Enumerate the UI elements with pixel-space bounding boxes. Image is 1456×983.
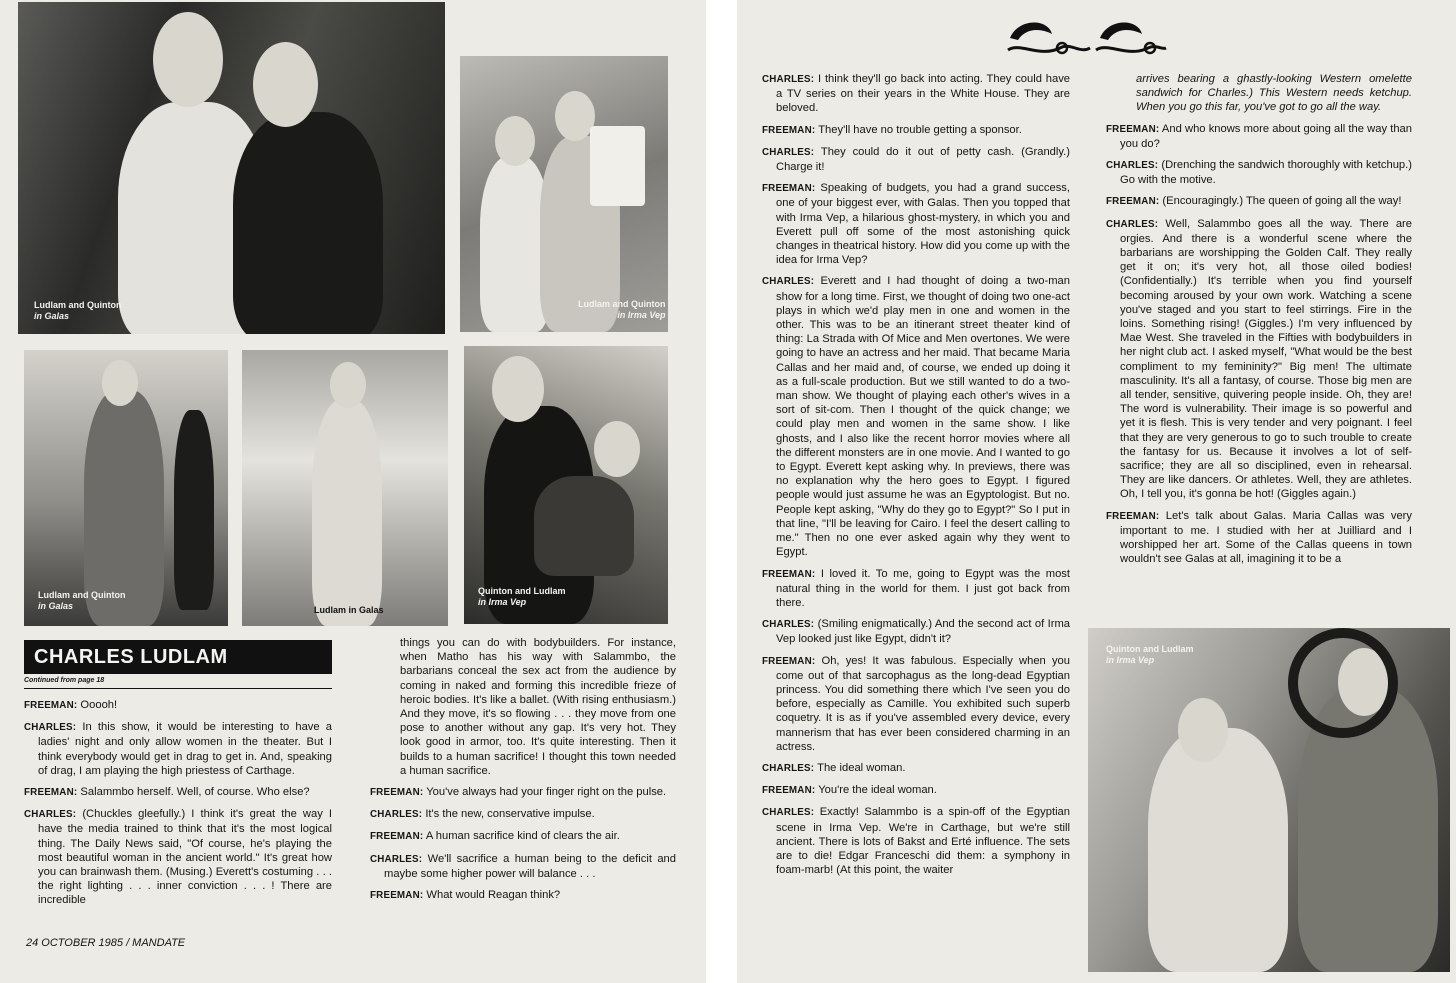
photo-caption: Quinton and Ludlam in Irma Vep (478, 586, 566, 607)
dialogue-line: FREEMAN: Ooooh! (24, 699, 118, 711)
left-column-2 (370, 636, 676, 910)
dialogue-line: arrives bearing a ghastly-looking Western omelette sandwich for Charles.) This Western needs ketchup. When you go this far, you've got to go all the way. (1136, 73, 1412, 114)
dialogue-line: FREEMAN: You've always had your finger right on the pulse. (370, 786, 667, 799)
left-column-1 (24, 698, 332, 915)
dialogue-line: CHARLES: In this show, it would be interesting to have a ladies' night and only allow women in the theater. But I think everybody would get in drag to get in. And, speaking of drag, I am playing the high priestess of Carthage. (24, 721, 333, 777)
left-page (0, 0, 706, 983)
photo-caption: Quinton and Ludlam in Irma Vep (1106, 644, 1194, 665)
dialogue-line: CHARLES: (Chuckles gleefully.) I think it's great the way I have the media trained to think that it's the most logical thing. The Daily News said, "Of course, he's playing the most beautiful woman in the ancient world." It's great how you can brainwash them. (Musing.) Everett's costuming . . . the right lighting . . . inner conviction . . . ! There are incredible (24, 808, 333, 907)
dialogue-line: CHARLES: Everett and I had thought of doing a two-man show for a long time. First, we thought of doing two one-act plays in which we'd play men in one and women in the other. This was to be an itinerant street theater kind of thing: La Strada with Of Mice and Men overtones. We were going to have an actress and her maid. That became Maria Callas and her maid and, of course, we ended up doing it as a full-scale production. But we still wanted to do a two-man show. We thought of playing each other's wives in a sort of sit-com. Then I thought of the quick change; we could play men and women in the same show. I like ghosts, and I also like the recent horror movies where all the different monsters are in one movie. And I wanted to go to Egypt. Everett kept asking why. In previews, there was no explanation why the hero goes to Egypt. I figured people would just assume he was an Egyptologist. But no. People kept asking, "Why do they go to Egypt?" So I put in that line, "I'll be leaving for Cairo. I feel the desert calling to me." Then no one ever asked again why they went to Egypt. (762, 275, 1070, 559)
dialogue-line: FREEMAN: A human sacrifice kind of clears the air. (370, 830, 620, 843)
heading-rule (24, 688, 332, 689)
dialogue-line: CHARLES: I think they'll go back into acting. They could have a TV series on their years in the White House. They are beloved. (762, 73, 1071, 115)
photo-caption: Ludlam and Quinton in Galas (38, 590, 126, 611)
dialogue-line: FREEMAN: Let's talk about Galas. Maria Callas was very important to me. I studied with her at Juilliard and I worshipped her art. Some of the Callas queens in town wouldn't see Galas at all, imagining it to be a (1106, 509, 1413, 566)
photo-irma-vep-2 (464, 346, 668, 624)
dialogue-line: CHARLES: The ideal woman. (762, 761, 906, 774)
dialogue-line: FREEMAN: And who knows more about going all the way than you do? (1106, 122, 1412, 150)
decorative-ornament-icon (1000, 14, 1170, 58)
dialogue-line: CHARLES: (Smiling enigmatically.) And the second act of Irma Vep looked just like Egypt, didn't it? (762, 618, 1070, 646)
dialogue-line: FREEMAN: They'll have no trouble getting a sponsor. (762, 123, 1022, 136)
dialogue-line: FREEMAN: You're the ideal woman. (762, 784, 937, 797)
dialogue-line: CHARLES: They could do it out of petty cash. (Grandly.) Charge it! (762, 145, 1070, 174)
right-column-1 (762, 72, 1070, 884)
photo-irma-vep-3 (1088, 628, 1450, 972)
dialogue-line: FREEMAN: Speaking of budgets, you had a grand success, one of your biggest ever, with Galas. Then you topped that with Irma Vep, a hilarious ghost-mystery, in which you and Everett pull off some of the most astonishing quick changes in theatrical history. How did you come up with the idea for Irma Vep? (762, 182, 1071, 267)
photo-irma-vep-1 (460, 56, 668, 332)
dialogue-line: CHARLES: Well, Salammbo goes all the way. There are orgies. And there is a wonderful scene where the barbarians are worshipping the Golden Calf. They really get it on; it's very hot, all those oiled bodies! (Confidentially.) It's terrible when you find yourself becoming aroused by your own work. Watching a scene you've staged and you start to feel stirrings. Fire in the loins. Something rising! (Giggles.) I'm very influenced by Mae West. She traveled in the Fifties with bodybuilders in her night club act. I asked myself, "What would be the best compliment to my femininity?" Big men! The ultimate masculinity. It's all a fantasy, of course. Those big men are all tender, sensitive, quivering people inside. Oh, they are! The word is vulnerability. Their image is so powerful and yet it is flesh. This is very tender and very poignant. I feel that they are very generous to go to such trouble to create the fantasy for us. Because it involves a lot of self-sacrifice; they are all so disciplined, even in rehearsal. They are like dancers. Or athletes. Well, they are athletes. Oh, I tell you, it's gonna be hot! (Giggles again.) (1106, 217, 1413, 501)
dialogue-line: CHARLES: Exactly! Salammbo is a spin-off of the Egyptian scene in Irma Vep. We're in Carthage, but we're still ancient. There is lots of Bakst and Erté influence. The sets are to die! Edgar Franceschi did them: a symphony in foam-marb! (At this point, the waiter (762, 806, 1071, 877)
dialogue-line: FREEMAN: Salammbo herself. Well, of course. Who else? (24, 786, 310, 799)
photo-galas-3 (242, 350, 448, 626)
dialogue-line: things you can do with bodybuilders. For instance, when Matho has his way with Salammbo, the barbarians conceal the sex act from the audience by coming in naked and forming this incredible frieze of heroic bodies. It's like a ballet. (With rising enthusiasm.) And they move, it's so flowing . . . they move from one pose to another without any gap. It's very hot. They look good in armor, too. It's quite interesting. Then it builds to a human sacrifice! I thought this town needed a human sacrifice. (400, 637, 676, 777)
dialogue-line: FREEMAN: I loved it. To me, going to Egypt was the most natural thing in the world for them. I just got back from there. (762, 567, 1071, 609)
dialogue-line: CHARLES: It's the new, conservative impulse. (370, 808, 595, 821)
dialogue-line: FREEMAN: Oh, yes! It was fabulous. Especially when you come out of that sarcophagus as the long-dead Egyptian princess. You did something there which I've seen you do before, especially as Camille. You exhibited such superb coquetry. It is as if you've assembled every device, every mannerism that has ever been considered charming in an actress. (762, 654, 1070, 753)
photo-galas-2 (24, 350, 228, 626)
right-column-2 (1106, 72, 1412, 574)
dialogue-line: FREEMAN: What would Reagan think? (370, 889, 561, 902)
dialogue-line: FREEMAN: (Encouragingly.) The queen of going all the way! (1106, 195, 1402, 208)
page-footer: 24 OCTOBER 1985 / MANDATE (26, 937, 186, 949)
photo-caption: Ludlam in Galas (314, 605, 384, 615)
photo-caption: Ludlam and Quinton in Galas (34, 300, 122, 321)
article-heading: CHARLES LUDLAM (24, 640, 332, 674)
dialogue-line: CHARLES: We'll sacrifice a human being to the deficit and maybe some higher power will balance . . . (370, 852, 676, 880)
photo-galas-1 (18, 2, 445, 334)
continued-note: Continued from page 18 (24, 677, 105, 684)
dialogue-line: CHARLES: (Drenching the sandwich thoroughly with ketchup.) Go with the motive. (1106, 159, 1412, 187)
photo-caption: Ludlam and Quinton in Irma Vep (578, 299, 666, 320)
